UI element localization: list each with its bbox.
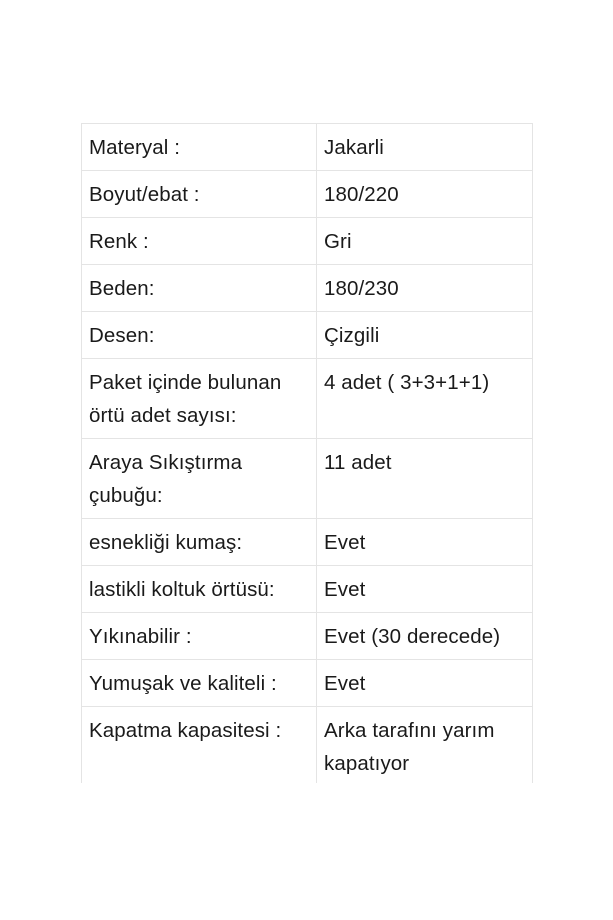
table-row: [82, 124, 533, 171]
spec-value: Arka tarafını yarım kapatıyor: [317, 707, 533, 787]
spec-label: Beden:: [82, 265, 317, 312]
spec-value: 180/230: [317, 265, 533, 312]
table-row: [82, 707, 533, 787]
spec-label: Kapatma kapasitesi :: [82, 707, 317, 787]
table-row: [82, 519, 533, 566]
table-row: [82, 439, 533, 519]
spec-label: Yumuşak ve kaliteli :: [82, 660, 317, 707]
spec-label: Araya Sıkıştırma çubuğu:: [82, 439, 317, 519]
spec-value: 4 adet ( 3+3+1+1): [317, 359, 533, 439]
table-row: [82, 218, 533, 265]
table-row: [82, 660, 533, 707]
spec-label: Paket içinde bulunan örtü adet sayısı:: [82, 359, 317, 439]
spec-value: Evet (30 derecede): [317, 613, 533, 660]
spec-label: lastikli koltuk örtüsü:: [82, 566, 317, 613]
spec-label: Desen:: [82, 312, 317, 359]
spec-label: Boyut/ebat :: [82, 171, 317, 218]
spec-value: Jakarli: [317, 124, 533, 171]
spec-label: esnekliği kumaş:: [82, 519, 317, 566]
spec-value: Çizgili: [317, 312, 533, 359]
table-row: [82, 613, 533, 660]
spec-value: Gri: [317, 218, 533, 265]
table-row: [82, 171, 533, 218]
table-row: [82, 312, 533, 359]
product-spec-table: [81, 123, 533, 834]
spec-label: Renk :: [82, 218, 317, 265]
spec-value: Evet: [317, 566, 533, 613]
spec-value: 180/220: [317, 171, 533, 218]
table-row: [82, 566, 533, 613]
spec-value: 11 adet: [317, 439, 533, 519]
table-row: [82, 265, 533, 312]
spec-label: Materyal :: [82, 124, 317, 171]
table-row: [82, 359, 533, 439]
spec-label: Yıkınabilir :: [82, 613, 317, 660]
spec-value: Evet: [317, 519, 533, 566]
spec-value: Evet: [317, 660, 533, 707]
crop-mask: [0, 783, 613, 920]
